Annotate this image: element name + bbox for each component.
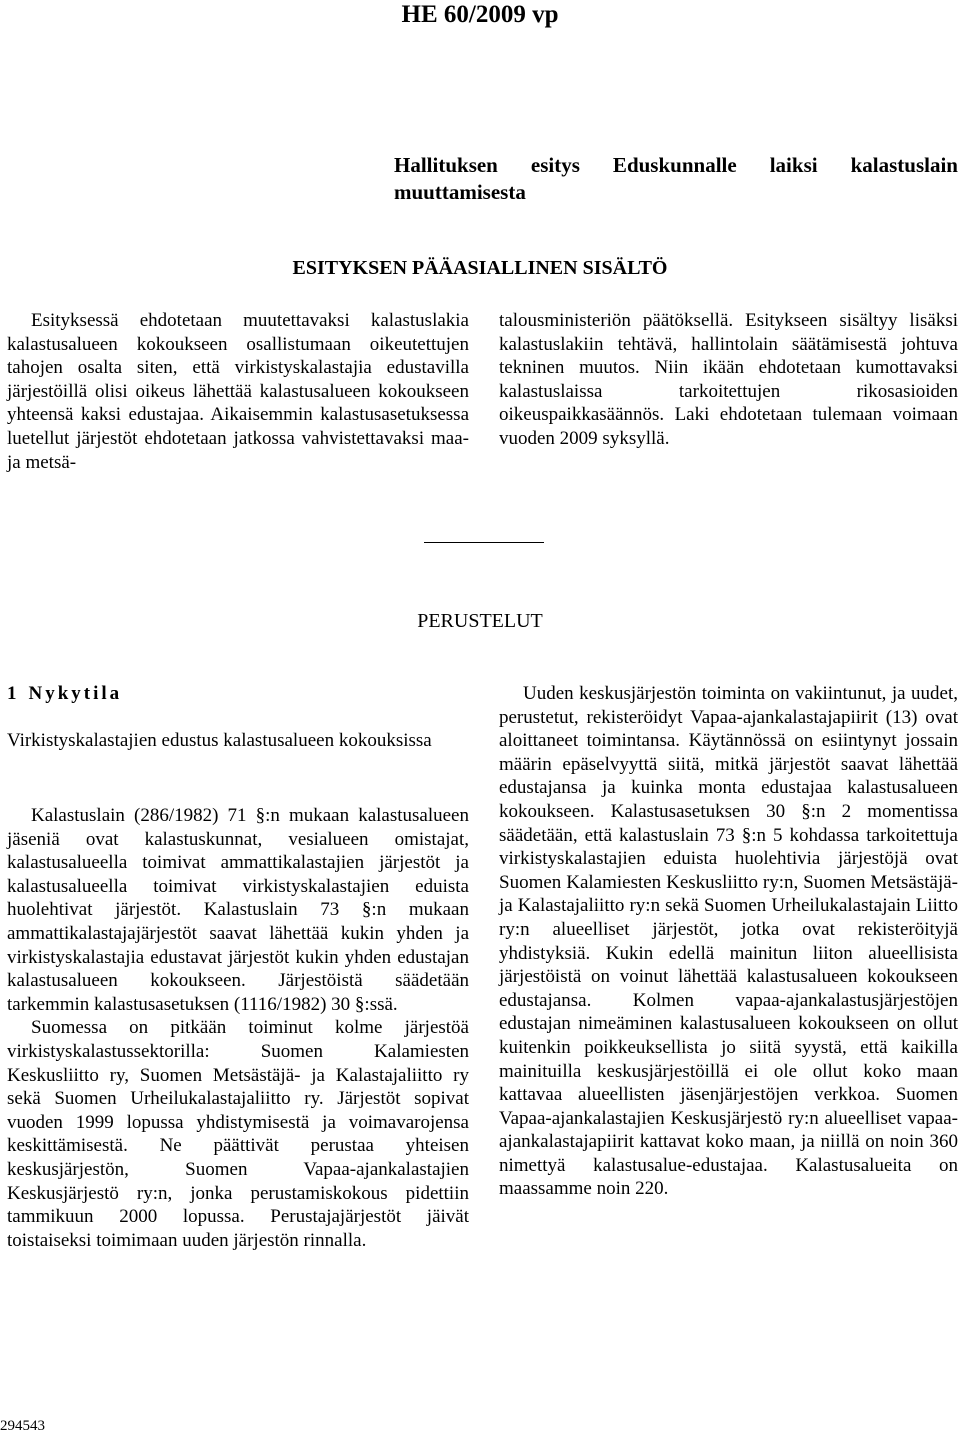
document-header: HE 60/2009 vp — [401, 1, 559, 28]
section-number: 1 — [7, 683, 17, 704]
body-paragraph: Uuden keskusjärjestön toiminta on vakiintunut, ja uudet, perustetut, rekisteröidyt Vapaa-ajankalastajapiirit (13) ovat aloittaneet toimintansa. Käytännössä on esiintynyt jossain määrin epäselvyyttä siitä, mitkä järjestöt saavat lähettää edustajansa ja kuinka monta edustajaa kalastusalueen kokoukseen. Kalastusasetuksen 30 §:n 2 momentissa säädetään, että kalastuslain 73 §:n 5 kohdassa tarkoitettuja virkistyskalastajien eduista huolehtivia järjestöjä ovat Suomen Kalamiesten Keskusliitto ry:n, Suomen Metsästäjä- ja Kalastajaliitto ry:n sekä Suomen Urheilukalastajain Liitto ry:n alueelliset järjestöt, jotka ovat rekisteröityjä yhdistyksiä. Kukin edellä mainitun liiton alueellisista järjestöistä on voinut lähettää kalastusalueen kokoukseen edustajansa. Kolmen vapaa-ajankalastusjärjestöjen edustajan nimeäminen kalastusalueen kokoukseen on ollut kuitenkin poikkeuksellista jo siitä syystä, että kaikilla mainituilla keskusjärjestöillä ei ole ollut koko maan kattavaa alueellisten jäsenjärjestöjen verkkoa. Suomen Vapaa-ajankalastajien Keskusjärjestö ry:n alueelliset vapaa-ajankalastajapiirit kattavat koko maan, ja niillä on noin 360 nimettyä kalastusalue-edustajaa. Kalastusalueita on maassamme noin 220. — [499, 683, 958, 1200]
document-title: Hallituksen esitys Eduskunnalle laiksi kalastuslain muuttamisesta — [394, 153, 958, 204]
perustelut-heading: PERUSTELUT — [417, 610, 543, 632]
section-divider — [424, 542, 544, 543]
body-paragraph: Kalastuslain (286/1982) 71 §:n mukaan kalastusalueen jäseniä ovat kalastuskunnat, vesialueen omistajat, kalastusalueella toimivat ammattikalastajien järjestöt ja kalastusalueella toimivat virkistyskalastajien eduista huolehtivat järjestöt. Kalastuslain 73 §:n mukaan ammattikalastajajärjestöt saavat lähettää kukin yhden ja virkistyskalastajia edustavat järjestöt kukin yhden edustajan kalastusalueen kokoukseen. Järjestöistä säädetään tarkemmin kalastusasetuksen (1116/1982) 30 §:ssä. — [7, 805, 469, 1015]
summary-paragraph-right: talousministeriön päätöksellä. Esitykseen sisältyy lisäksi kalastuslakiin tehtävä, hallintolain säätämisestä johtuva tekninen muutos. Niin ikään ehdotetaan kumottavaksi kalastuslaissa tarkoitettujen rikosasioiden oikeuspaikkasäännös. Laki ehdotetaan tulemaan voimaan vuoden 2009 syksyllä. — [499, 310, 958, 449]
section-title — [7, 682, 122, 706]
summary-paragraph-left: Esityksessä ehdotetaan muutettavaksi kalastuslakia kalastusalueen kokoukseen osallistumaan oikeutettujen tahojen osalta siten, että virkistyskalastajia edustavilla järjestöillä olisi oikeus lähettää kalastusalueen kokoukseen yhteensä kaksi edustajaa. Aikaisemmin kalastusasetuksessa luetellut järjestöt ehdotetaan jatkossa vahvistettavaksi maa- ja metsä- — [7, 310, 469, 473]
summary-heading: ESITYKSEN PÄÄASIALLINEN SISÄLTÖ — [292, 257, 668, 279]
summary-right-column — [499, 309, 958, 451]
body-paragraph: Suomessa on pitkään toiminut kolme järjestöä virkistyskalastussektorilla: Suomen Kalamiesten Keskusliitto ry, Suomen Metsästäjä- ja Kalastajaliitto ry sekä Suomen Urheilukalastajaliitto ry. Järjestöt sopivat vuoden 1999 lopussa yhdistymisestä ja voimavarojensa keskittämisestä. Ne päättivät perustaa yhteisen keskusjärjestön, Suomen Vapaa-ajankalastajien Keskusjärjestö ry:n, jonka perustamiskokous pidettiin tammikuun 2000 lopussa. Perustajajärjestöt jäivät toistaiseksi toimimaan uuden järjestön rinnalla. — [7, 1017, 469, 1251]
section-title-text: Nykytila — [28, 683, 123, 704]
body-right-column — [499, 682, 958, 1201]
summary-left-column — [7, 309, 469, 474]
footer-code: 294543 — [0, 1418, 45, 1434]
subsection-heading: Virkistyskalastajien edustus kalastusalueen kokouksissa — [7, 730, 432, 751]
body-left-column — [7, 804, 469, 1252]
